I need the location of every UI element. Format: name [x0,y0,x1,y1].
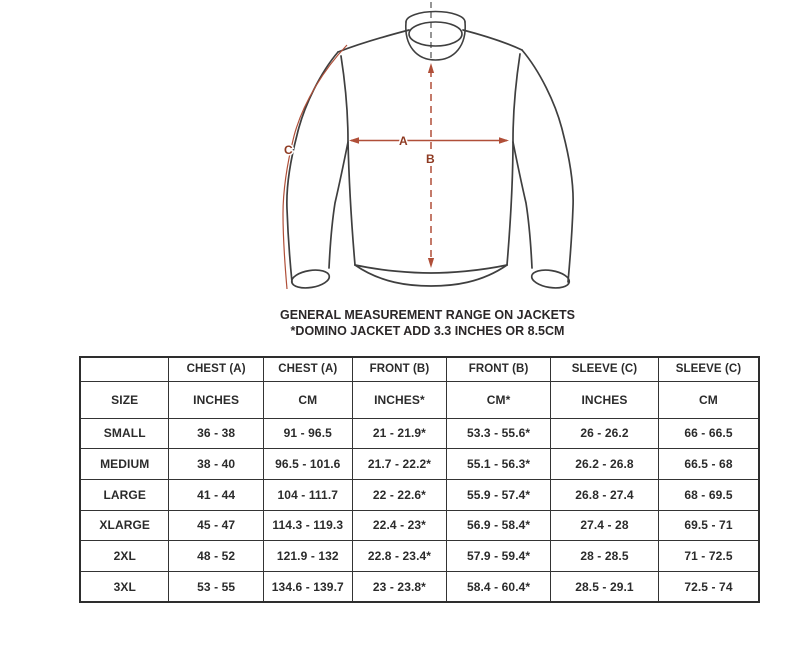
header-cell: CM* [447,381,551,418]
value-cell: 21.7 - 22.2* [352,449,446,480]
size-cell: XLARGE [80,510,169,541]
value-cell: 96.5 - 101.6 [263,449,352,480]
value-cell: 66 - 66.5 [658,418,759,449]
collar-outline [406,12,465,61]
value-cell: 28.5 - 29.1 [551,571,659,602]
measurement-annotations [283,45,509,289]
value-cell: 23 - 23.8* [352,571,446,602]
value-cell: 55.9 - 57.4* [447,479,551,510]
value-cell: 41 - 44 [169,479,263,510]
value-cell: 36 - 38 [169,418,263,449]
header-cell: SIZE [80,381,169,418]
size-cell: 3XL [80,571,169,602]
table-body [80,418,759,602]
table-header-row [80,357,759,381]
header-cell: INCHES [551,381,659,418]
value-cell: 72.5 - 74 [658,571,759,602]
header-cell: CM [263,381,352,418]
table-row [80,541,759,572]
value-cell: 28 - 28.5 [551,541,659,572]
value-cell: 55.1 - 56.3* [447,449,551,480]
header-cell: SLEEVE (C) [658,357,759,381]
header-cell: SLEEVE (C) [551,357,659,381]
value-cell: 134.6 - 139.7 [263,571,352,602]
caption-line-2: *DOMINO JACKET ADD 3.3 INCHES OR 8.5CM [290,323,565,338]
arrowhead-left-icon [349,137,359,143]
label-b: B [426,152,435,166]
sleeve-outlines [287,50,573,290]
header-cell: CM [658,381,759,418]
header-cell: FRONT (B) [352,357,446,381]
value-cell: 45 - 47 [169,510,263,541]
value-cell: 22 - 22.6* [352,479,446,510]
value-cell: 66.5 - 68 [658,449,759,480]
caption [230,308,625,339]
table-row [80,449,759,480]
shoulder-lines [338,30,522,52]
header-cell: CHEST (A) [263,357,352,381]
header-cell: INCHES [169,381,263,418]
table-row [80,571,759,602]
table-row [80,510,759,541]
value-cell: 48 - 52 [169,541,263,572]
value-cell: 69.5 - 71 [658,510,759,541]
size-cell: MEDIUM [80,449,169,480]
jacket-diagram [255,0,625,300]
table-row [80,418,759,449]
value-cell: 53 - 55 [169,571,263,602]
value-cell: 104 - 111.7 [263,479,352,510]
header-cell [80,357,169,381]
value-cell: 121.9 - 132 [263,541,352,572]
value-cell: 26 - 26.2 [551,418,659,449]
label-a: A [399,134,408,148]
jacket-drawing [255,0,625,300]
value-cell: 26.8 - 27.4 [551,479,659,510]
header-cell: FRONT (B) [447,357,551,381]
table-head [80,357,759,418]
value-cell: 27.4 - 28 [551,510,659,541]
value-cell: 56.9 - 58.4* [447,510,551,541]
arrowhead-right-icon [499,137,509,143]
table-header-row [80,381,759,418]
value-cell: 53.3 - 55.6* [447,418,551,449]
table-row [80,479,759,510]
label-c: C [284,143,293,157]
header-cell: CHEST (A) [169,357,263,381]
value-cell: 114.3 - 119.3 [263,510,352,541]
value-cell: 57.9 - 59.4* [447,541,551,572]
header-cell: INCHES* [352,381,446,418]
sleeve-measure-line [283,45,347,289]
value-cell: 26.2 - 26.8 [551,449,659,480]
value-cell: 58.4 - 60.4* [447,571,551,602]
arrowhead-down-icon [428,258,434,268]
size-cell: 2XL [80,541,169,572]
size-cell: LARGE [80,479,169,510]
value-cell: 68 - 69.5 [658,479,759,510]
value-cell: 71 - 72.5 [658,541,759,572]
value-cell: 22.4 - 23* [352,510,446,541]
size-cell: SMALL [80,418,169,449]
value-cell: 21 - 21.9* [352,418,446,449]
caption-line-1: GENERAL MEASUREMENT RANGE ON JACKETS [280,308,575,322]
value-cell: 91 - 96.5 [263,418,352,449]
value-cell: 38 - 40 [169,449,263,480]
arrowhead-up-icon [428,63,434,73]
size-table [79,356,760,603]
value-cell: 22.8 - 23.4* [352,541,446,572]
